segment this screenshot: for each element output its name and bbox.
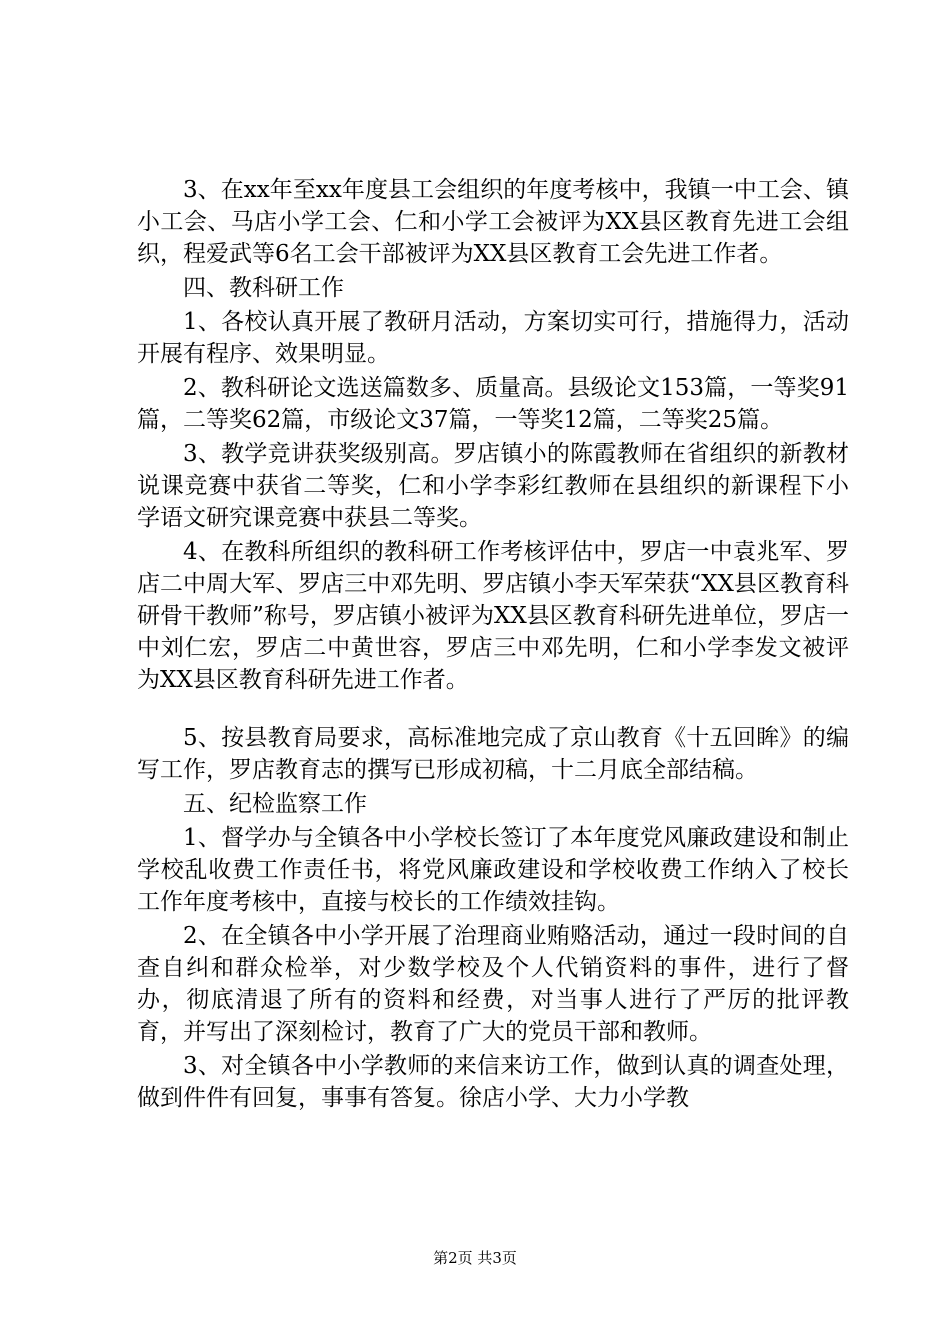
document-body xyxy=(137,174,849,1116)
paragraph-research-month: 1、各校认真开展了教研月活动，方案切实可行，措施得力，活动开展有程序、效果明显。 xyxy=(137,309,849,367)
paragraph-education-records: 5、按县教育局要求，高标准地完成了京山教育《十五回眸》的编写工作，罗店教育志的撰写已形成初稿，十二月底全部结稿。 xyxy=(137,725,849,783)
section-heading-research: 四、教科研工作 xyxy=(183,275,344,301)
section-heading-discipline: 五、纪检监察工作 xyxy=(183,791,367,817)
paragraph-union-assessment: 3、在xx年至xx年度县工会组织的年度考核中，我镇一中工会、镇小工会、马店小学工会、仁和小学工会被评为XX县区教育先进工会组织，程爱武等6名工会干部被评为XX县区教育工会先进工作者。 xyxy=(137,177,849,267)
paragraph-anti-bribery: 2、在全镇各中小学开展了治理商业贿赂活动，通过一段时间的自查自纠和群众检举，对少数学校及个人代销资料的事件，进行了督办，彻底清退了所有的资料和经费，对当事人进行了严厉的批评教育，并写出了深刻检讨，教育了广大的党员干部和教师。 xyxy=(137,923,849,1045)
paragraph-teaching-contest: 3、教学竞讲获奖级别高。罗店镇小的陈霞教师在省组织的新教材说课竞赛中获省二等奖，仁和小学李彩红教师在县组织的新课程下小学语文研究课竞赛中获县二等奖。 xyxy=(137,441,849,531)
paragraph-petition-handling: 3、对全镇各中小学教师的来信来访工作，做到认真的调查处理，做到件件有回复，事事有答复。徐店小学、大力小学教 xyxy=(137,1053,849,1111)
paragraph-research-assessment: 4、在教科所组织的教科研工作考核评估中，罗店一中袁兆军、罗店二中周大军、罗店三中邓先明、罗店镇小李天军荣获“XX县区教育科研骨干教师”称号，罗店镇小被评为XX县区教育科研先进单位，罗店一中刘仁宏，罗店二中黄世容，罗店三中邓先明，仁和小学李发文被评为XX县区教育科研先进工作者。 xyxy=(137,539,849,693)
page-number-label: 第2页 共3页 xyxy=(433,1249,517,1267)
paragraph-research-papers: 2、教科研论文选送篇数多、质量高。县级论文153篇，一等奖91篇，二等奖62篇，市级论文37篇，一等奖12篇，二等奖25篇。 xyxy=(137,375,849,433)
page-footer xyxy=(0,1248,950,1268)
paragraph-responsibility-letter: 1、督学办与全镇各中小学校长签订了本年度党风廉政建设和制止学校乱收费工作责任书，将党风廉政建设和学校收费工作纳入了校长工作年度考核中，直接与校长的工作绩效挂钩。 xyxy=(137,825,849,915)
